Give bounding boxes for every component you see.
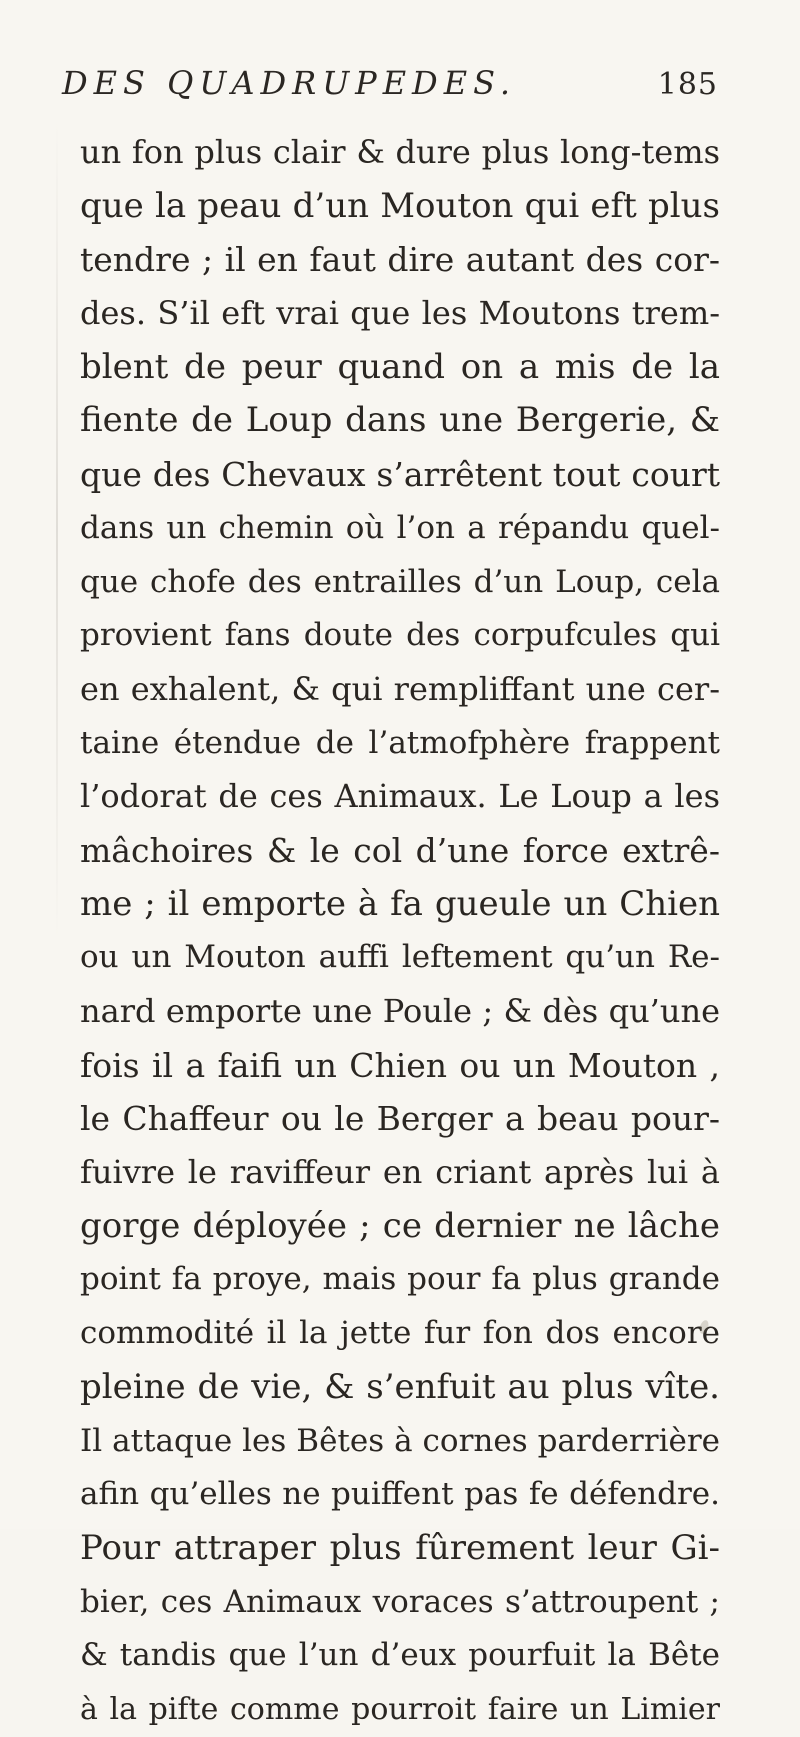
body-text [80, 126, 720, 1737]
text-line: fuivre le raviffeur en criant après lui à [80, 1153, 720, 1192]
text-line: des. S’il eft vrai que les Moutons trem- [80, 294, 720, 333]
text-line: point fa proye, mais pour fa plus grande [80, 1261, 720, 1298]
text-line: l’odorat de ces Animaux. Le Loup a les [80, 777, 720, 816]
text-line: dans un chemin où l’on a répandu quel- [80, 509, 720, 546]
text-line: mâchoires & le col d’une force extrê- [80, 830, 720, 870]
text-line: afin qu’elles ne puiffent pas fe défendre. [80, 1476, 720, 1513]
text-line: Pour attraper plus fûrement leur Gi- [80, 1527, 720, 1568]
text-line: fiente de Loup dans une Bergerie, & [80, 400, 720, 441]
running-head-title: DES QUADRUPEDES. [62, 64, 517, 102]
text-line: pleine de vie, & s’enfuit au plus vîte. [80, 1366, 720, 1407]
text-line: un fon plus clair & dure plus long-tems [80, 133, 720, 171]
running-head [62, 64, 722, 114]
text-line: gorge déployée ; ce dernier ne lâche [80, 1205, 720, 1246]
text-line: blent de peur quand on a mis de la [80, 346, 720, 387]
text-line-catchword: à la pifte comme pourroit faire un Limier [80, 1691, 720, 1727]
margin-rule [56, 120, 58, 940]
text-line: provient fans doute des corpufcules qui [80, 617, 720, 654]
text-line: Il attaque les Bêtes à cornes parderrière [80, 1422, 720, 1459]
text-line: taine étendue de l’atmofphère frappent [80, 724, 720, 761]
text-line: ou un Mouton auffi leftement qu’un Re- [80, 939, 720, 976]
text-line: que des Chevaux s’arrêtent tout court [80, 455, 720, 495]
text-line: tendre ; il en faut dire autant des cor- [80, 240, 720, 280]
page-number: 185 [657, 67, 718, 102]
text-line: me ; il emporte à fa gueule un Chien [80, 883, 720, 924]
text-line: commodité il la jette fur fon dos encore [80, 1315, 720, 1352]
text-line: nard emporte une Poule ; & dès qu’une [80, 992, 720, 1030]
text-line: fois il a faifi un Chien ou un Mouton , [80, 1045, 720, 1085]
text-line: bier, ces Animaux voraces s’attroupent ; [80, 1583, 720, 1620]
text-line: que la peau d’un Mouton qui eft plus [80, 185, 720, 226]
text-line: & tandis que l’un d’eux pourfuit la Bête [80, 1637, 720, 1674]
text-line: le Chaffeur ou le Berger a beau pour- [80, 1099, 720, 1139]
text-line: en exhalent, & qui rempliffant une cer- [80, 669, 720, 708]
text-line: que chofe des entrailles d’un Loup, cela [80, 563, 720, 600]
